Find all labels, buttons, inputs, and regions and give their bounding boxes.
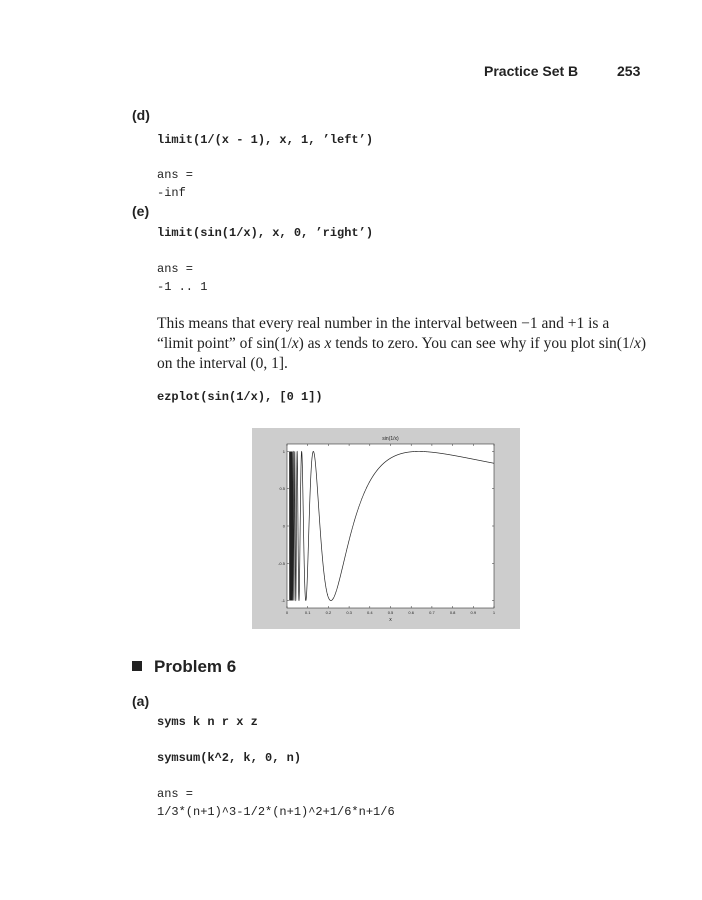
plot-title: sin(1/x) [382,436,399,442]
y-tick-label-3: 0.5 [279,486,285,492]
symsum-command: symsum(k^2, k, 0, n) [157,751,302,765]
x-tick-label-10: 1 [492,610,496,615]
part-d-ans-value: -inf [157,186,186,200]
plot-area [287,444,494,608]
part-e-ans-label: ans = [157,262,194,276]
y-tick-label-0: -1 [281,598,285,604]
part-a-ans-label: ans = [157,787,194,801]
bullet-square-icon [132,661,142,671]
x-tick-label-6: 0.6 [408,610,414,615]
syms-command: syms k n r x z [157,715,258,729]
x-tick-label-1: 0.1 [304,610,311,615]
part-e-ans-value: -1 .. 1 [157,280,208,294]
part-a-label: (a) [132,693,150,709]
y-tick-label-2: 0 [282,523,285,529]
x-tick-label-4: 0.4 [367,610,373,615]
sin-1-over-x-plot [252,428,520,629]
problem-6-heading: Problem 6 [132,657,236,677]
x-tick-label-5: 0.5 [387,610,394,615]
running-head-section: Practice Set B [484,63,579,79]
part-d-command: limit(1/(x - 1), x, 1, ’left’) [157,133,374,147]
part-e-command: limit(sin(1/x), x, 0, ’right’) [157,226,374,240]
y-tick-label-1: -0.5 [278,560,285,566]
part-e-label: (e) [132,203,150,219]
ezplot-command: ezplot(sin(1/x), [0 1]) [157,390,323,404]
x-tick-label-3: 0.3 [346,610,352,615]
x-tick-label-2: 0.2 [325,610,332,615]
part-a-ans-value: 1/3*(n+1)^3-1/2*(n+1)^2+1/6*n+1/6 [157,805,395,819]
page-number: 253 [617,63,641,79]
x-tick-label-7: 0.7 [429,610,435,615]
x-tick-label-8: 0.8 [449,610,456,615]
explanation-paragraph: This means that every real number in the interval between −1 and +1 is a “limit point” of sin(1/x) as x tends to zero. You can see why if you plot sin(1/x) on the interval (0, 1]. [157,315,647,372]
x-tick-label-9: 0.9 [470,610,477,615]
part-d-label: (d) [132,107,150,123]
x-axis-label: x [389,617,392,623]
x-tick-label-0: 0 [285,610,289,615]
y-tick-label-4: 1 [282,448,285,454]
part-d-ans-label: ans = [157,168,194,182]
